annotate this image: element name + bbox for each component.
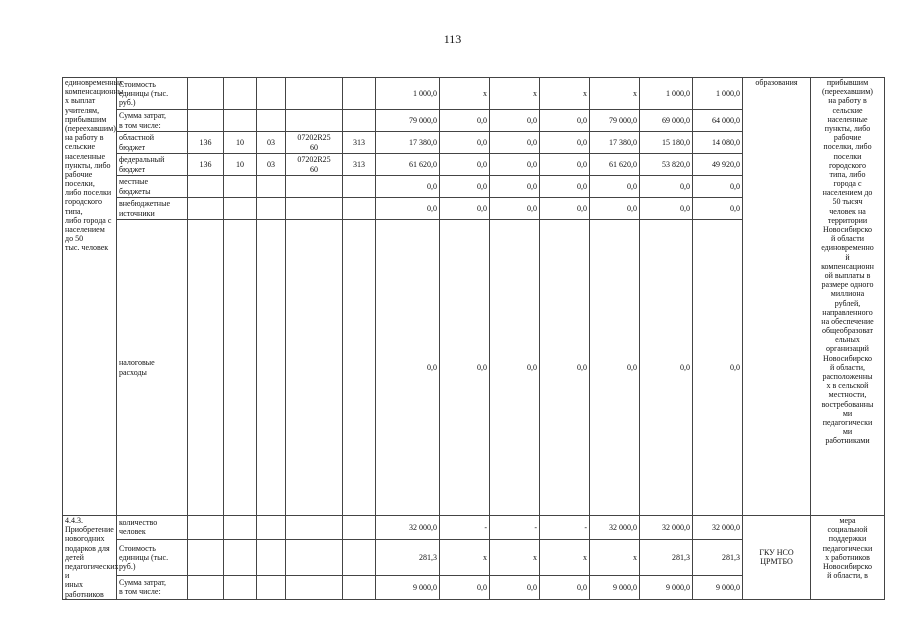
cell-v3: х bbox=[490, 539, 540, 575]
cell-pr: 03 bbox=[257, 154, 286, 176]
cell-pr bbox=[257, 176, 286, 198]
cell-csr bbox=[286, 110, 343, 132]
cell-v3: 0,0 bbox=[490, 575, 540, 599]
cell-pr bbox=[257, 198, 286, 220]
cell-rz bbox=[224, 220, 257, 516]
cell-v1: 32 000,0 bbox=[376, 516, 440, 540]
cell-gr bbox=[188, 539, 224, 575]
cell-rz bbox=[224, 516, 257, 540]
cell-pr bbox=[257, 220, 286, 516]
cell-vr: 313 bbox=[343, 154, 376, 176]
cell-rz bbox=[224, 176, 257, 198]
cell-v4: 0,0 bbox=[540, 154, 590, 176]
cell-v4: 0,0 bbox=[540, 198, 590, 220]
cell-rz bbox=[224, 575, 257, 599]
cell-v1: 0,0 bbox=[376, 220, 440, 516]
row-label: местные бюджеты bbox=[117, 176, 188, 198]
cell-v7: 14 080,0 bbox=[693, 132, 743, 154]
cell-vr bbox=[343, 110, 376, 132]
cell-v7: 0,0 bbox=[693, 198, 743, 220]
cell-vr bbox=[343, 198, 376, 220]
cell-v6: 0,0 bbox=[640, 220, 693, 516]
cell-gr bbox=[188, 78, 224, 110]
cell-v7: 281,3 bbox=[693, 539, 743, 575]
cell-rz: 10 bbox=[224, 132, 257, 154]
cell-pr bbox=[257, 110, 286, 132]
cell-v2: 0,0 bbox=[440, 220, 490, 516]
cell-csr bbox=[286, 176, 343, 198]
row-label: федеральный бюджет bbox=[117, 154, 188, 176]
cell-v5: 9 000,0 bbox=[590, 575, 640, 599]
cell-v3: 0,0 bbox=[490, 110, 540, 132]
row-label: количество человек bbox=[117, 516, 188, 540]
cell-v4: - bbox=[540, 516, 590, 540]
cell-v2: 0,0 bbox=[440, 575, 490, 599]
cell-v7: 64 000,0 bbox=[693, 110, 743, 132]
cell-v5: 0,0 bbox=[590, 176, 640, 198]
cell-v6: 32 000,0 bbox=[640, 516, 693, 540]
cell-v2: 0,0 bbox=[440, 176, 490, 198]
row-label: областной бюджет bbox=[117, 132, 188, 154]
cell-v5: х bbox=[590, 78, 640, 110]
table-row bbox=[63, 516, 885, 540]
cell-vr bbox=[343, 575, 376, 599]
cell-gr bbox=[188, 110, 224, 132]
cell-v1: 79 000,0 bbox=[376, 110, 440, 132]
event-name-cell: 4.4.3. Приобретение новогодних подарков для детей педагогических и иных работников bbox=[63, 516, 117, 600]
cell-v7: 32 000,0 bbox=[693, 516, 743, 540]
cell-v4: 0,0 bbox=[540, 220, 590, 516]
cell-gr bbox=[188, 575, 224, 599]
cell-v5: 32 000,0 bbox=[590, 516, 640, 540]
cell-csr bbox=[286, 575, 343, 599]
cell-v5: 17 380,0 bbox=[590, 132, 640, 154]
cell-v4: 0,0 bbox=[540, 176, 590, 198]
row-label: Сумма затрат, в том числе: bbox=[117, 575, 188, 599]
cell-gr bbox=[188, 220, 224, 516]
cell-v1: 61 620,0 bbox=[376, 154, 440, 176]
cell-rz bbox=[224, 78, 257, 110]
cell-v3: 0,0 bbox=[490, 220, 540, 516]
cell-gr bbox=[188, 516, 224, 540]
cell-rz bbox=[224, 110, 257, 132]
cell-csr bbox=[286, 516, 343, 540]
cell-v7: 1 000,0 bbox=[693, 78, 743, 110]
cell-pr: 03 bbox=[257, 132, 286, 154]
cell-pr bbox=[257, 78, 286, 110]
cell-vr bbox=[343, 176, 376, 198]
cell-v2: 0,0 bbox=[440, 198, 490, 220]
cell-pr bbox=[257, 539, 286, 575]
responsible-cell: ГКУ НСО ЦРМТБО bbox=[743, 516, 811, 600]
cell-v1: 281,3 bbox=[376, 539, 440, 575]
page-number: 113 bbox=[443, 32, 462, 46]
row-label: Стоимость единицы (тыс. руб.) bbox=[117, 539, 188, 575]
cell-v7: 0,0 bbox=[693, 220, 743, 516]
cell-v5: 79 000,0 bbox=[590, 110, 640, 132]
cell-csr bbox=[286, 78, 343, 110]
cell-rz bbox=[224, 539, 257, 575]
table-row bbox=[63, 78, 885, 110]
cell-csr bbox=[286, 539, 343, 575]
cell-gr: 136 bbox=[188, 132, 224, 154]
result-cell: мера социальной поддержки педагогически х работников Новосибирско й области, в bbox=[811, 516, 885, 600]
cell-v6: 0,0 bbox=[640, 198, 693, 220]
row-label: Стоимость единицы (тыс. руб.) bbox=[117, 78, 188, 110]
cell-rz: 10 bbox=[224, 154, 257, 176]
cell-gr bbox=[188, 198, 224, 220]
cell-v2: х bbox=[440, 539, 490, 575]
cell-vr bbox=[343, 516, 376, 540]
cell-v4: х bbox=[540, 539, 590, 575]
cell-v4: х bbox=[540, 78, 590, 110]
cell-v6: 9 000,0 bbox=[640, 575, 693, 599]
cell-gr bbox=[188, 176, 224, 198]
cell-vr bbox=[343, 220, 376, 516]
cell-v3: 0,0 bbox=[490, 198, 540, 220]
cell-v2: - bbox=[440, 516, 490, 540]
cell-vr bbox=[343, 78, 376, 110]
cell-v1: 0,0 bbox=[376, 176, 440, 198]
cell-v5: 0,0 bbox=[590, 220, 640, 516]
cell-csr bbox=[286, 220, 343, 516]
cell-v1: 0,0 bbox=[376, 198, 440, 220]
cell-v1: 9 000,0 bbox=[376, 575, 440, 599]
cell-csr: 07202R25 60 bbox=[286, 154, 343, 176]
cell-csr: 07202R25 60 bbox=[286, 132, 343, 154]
responsible-cell: образования bbox=[743, 78, 811, 516]
cell-v3: 0,0 bbox=[490, 154, 540, 176]
cell-v2: 0,0 bbox=[440, 132, 490, 154]
cell-v6: 69 000,0 bbox=[640, 110, 693, 132]
cell-vr: 313 bbox=[343, 132, 376, 154]
cell-v1: 17 380,0 bbox=[376, 132, 440, 154]
cell-v5: х bbox=[590, 539, 640, 575]
cell-v2: 0,0 bbox=[440, 110, 490, 132]
cell-v3: х bbox=[490, 78, 540, 110]
program-table bbox=[62, 77, 885, 600]
cell-v4: 0,0 bbox=[540, 110, 590, 132]
row-label: внебюджетные источники bbox=[117, 198, 188, 220]
cell-v3: 0,0 bbox=[490, 176, 540, 198]
cell-v5: 0,0 bbox=[590, 198, 640, 220]
row-label: налоговые расходы bbox=[117, 220, 188, 516]
cell-pr bbox=[257, 516, 286, 540]
cell-v6: 15 180,0 bbox=[640, 132, 693, 154]
cell-v4: 0,0 bbox=[540, 575, 590, 599]
cell-pr bbox=[257, 575, 286, 599]
cell-vr bbox=[343, 539, 376, 575]
cell-v7: 9 000,0 bbox=[693, 575, 743, 599]
cell-v6: 1 000,0 bbox=[640, 78, 693, 110]
cell-v3: 0,0 bbox=[490, 132, 540, 154]
cell-v6: 281,3 bbox=[640, 539, 693, 575]
cell-v1: 1 000,0 bbox=[376, 78, 440, 110]
cell-v4: 0,0 bbox=[540, 132, 590, 154]
cell-gr: 136 bbox=[188, 154, 224, 176]
event-name-cell: единовременных компенсационны х выплат учителям, прибывшим (переехавшим) на работу в сельские населенные пункты, либо рабочие поселки, либо поселки городского типа, либо города с населением до 50 тыс. человек bbox=[63, 78, 117, 516]
row-label: Сумма затрат, в том числе: bbox=[117, 110, 188, 132]
cell-v7: 49 920,0 bbox=[693, 154, 743, 176]
cell-v2: х bbox=[440, 78, 490, 110]
cell-v6: 0,0 bbox=[640, 176, 693, 198]
cell-v7: 0,0 bbox=[693, 176, 743, 198]
cell-v5: 61 620,0 bbox=[590, 154, 640, 176]
cell-v3: - bbox=[490, 516, 540, 540]
result-cell: прибывшим (переехавшим) на работу в сельские населенные пункты, либо рабочие поселки, либо поселки городского типа, либо города с населением до 50 тысяч человек на территории Новосибирско й области единовременно й компенсационн ой выплаты в размере одного миллиона рублей, направленного на обеспечение общеобразоват ельных организаций Новосибирско й области, расположенны х в сельской местности, востребованны ми педагогически ми работниками bbox=[811, 78, 885, 516]
cell-csr bbox=[286, 198, 343, 220]
cell-v6: 53 820,0 bbox=[640, 154, 693, 176]
cell-rz bbox=[224, 198, 257, 220]
cell-v2: 0,0 bbox=[440, 154, 490, 176]
